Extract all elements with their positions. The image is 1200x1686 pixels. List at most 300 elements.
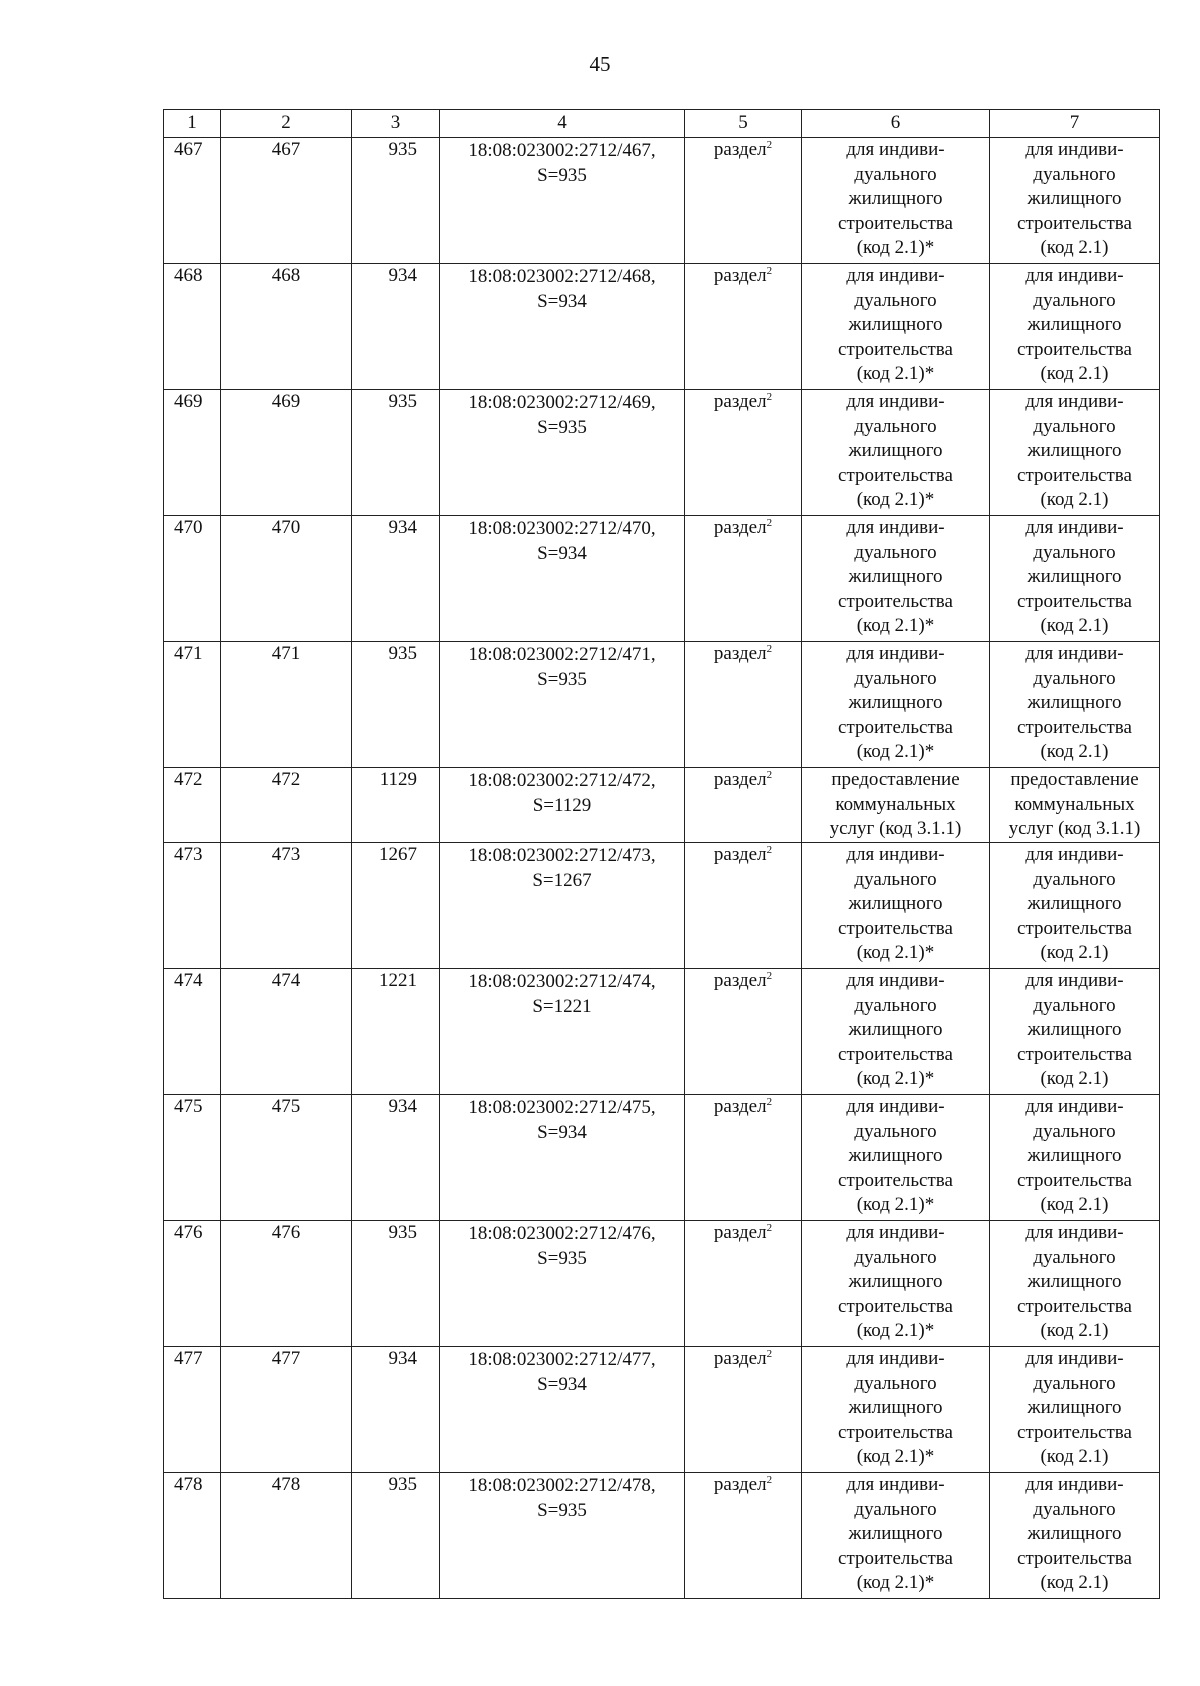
cell-area (352, 1221, 440, 1347)
footnote-marker: 2 (766, 844, 773, 856)
cell-number (164, 1347, 221, 1473)
cell-method (685, 516, 802, 642)
use-line: (код 2.1) (1040, 1572, 1109, 1594)
use-line: (код 2.1)* (856, 1572, 935, 1594)
cell-plot-number (221, 1095, 352, 1221)
use-line: для индиви- (1025, 1096, 1124, 1117)
cell-plot-number (221, 768, 352, 843)
cell-plot-number (221, 1221, 352, 1347)
use-line: жилищного (1027, 1397, 1122, 1419)
use-line: дуального (854, 415, 937, 437)
use-line: (код 2.1)* (856, 1068, 935, 1090)
use-line: для индиви- (846, 643, 945, 664)
cell-number (164, 642, 221, 768)
cell-area (352, 1347, 440, 1473)
cadastral-number: 18:08:023002:2712/474, (468, 971, 656, 992)
use-line: (код 2.1) (1040, 1320, 1109, 1342)
use-line: (код 2.1)* (856, 1446, 935, 1468)
row-number: 475 (174, 1096, 203, 1117)
plot-area: 1221 (379, 970, 417, 991)
row-number: 473 (174, 844, 203, 865)
table-row (164, 969, 1160, 1095)
use-line: строительства (838, 212, 953, 234)
cell-area (352, 768, 440, 843)
use-line: (код 2.1)* (856, 1194, 935, 1216)
use-line: строительства (838, 590, 953, 612)
cell-permitted-use-new (990, 1095, 1160, 1221)
plot-area: 934 (388, 1348, 417, 1369)
use-line: для индиви- (1025, 1222, 1124, 1243)
use-line: дуального (854, 541, 937, 563)
use-line: дуального (1033, 1372, 1116, 1394)
use-line: (код 2.1)* (856, 237, 935, 259)
use-line: для индиви- (846, 844, 945, 865)
use-line: предоставление (831, 769, 960, 790)
use-line: дуального (1033, 1120, 1116, 1142)
use-line: строительства (838, 1421, 953, 1443)
column-header: 1 (164, 110, 221, 138)
cell-permitted-use-new (990, 516, 1160, 642)
use-line: строительства (1017, 338, 1132, 360)
cell-permitted-use-new (990, 768, 1160, 843)
cell-permitted-use-new (990, 1347, 1160, 1473)
use-line: (код 2.1)* (856, 1320, 935, 1342)
column-header: 5 (685, 110, 802, 138)
footnote-marker: 2 (766, 769, 773, 781)
table-header-row (164, 110, 1160, 138)
row-number: 468 (174, 265, 203, 286)
use-line: для индиви- (1025, 391, 1124, 412)
method-label: раздел (713, 1096, 767, 1117)
table-row (164, 1347, 1160, 1473)
table-row (164, 264, 1160, 390)
use-line: дуального (1033, 163, 1116, 185)
cell-method (685, 264, 802, 390)
use-line: строительства (1017, 1421, 1132, 1443)
cell-plot-number (221, 390, 352, 516)
use-line: дуального (1033, 289, 1116, 311)
row-number: 476 (174, 1222, 203, 1243)
use-line: строительства (1017, 1295, 1132, 1317)
cell-permitted-use-current (802, 516, 990, 642)
cadastral-number: 18:08:023002:2712/473, (468, 845, 656, 866)
plot-number: 470 (271, 517, 301, 538)
use-line: для индиви- (846, 1096, 945, 1117)
use-line: (код 2.1)* (856, 615, 935, 637)
method-label: раздел (713, 844, 767, 865)
cell-plot-number (221, 1473, 352, 1599)
plot-number: 471 (271, 643, 301, 664)
use-line: строительства (838, 1169, 953, 1191)
use-line: жилищного (848, 1145, 943, 1167)
use-line: дуального (1033, 994, 1116, 1016)
table-row (164, 390, 1160, 516)
use-line: жилищного (848, 692, 943, 714)
use-line: дуального (854, 1498, 937, 1520)
cadastral-number: 18:08:023002:2712/477, (468, 1349, 656, 1370)
use-line: (код 2.1) (1040, 741, 1109, 763)
use-line: для индиви- (1025, 139, 1124, 160)
plot-number: 476 (271, 1222, 301, 1243)
use-line: для индиви- (1025, 517, 1124, 538)
use-line: жилищного (848, 1397, 943, 1419)
use-line: дуального (854, 1120, 937, 1142)
row-number: 474 (174, 970, 203, 991)
use-line: (код 2.1) (1040, 1068, 1109, 1090)
cell-cadastral (440, 1095, 685, 1221)
use-line: строительства (838, 1043, 953, 1065)
footnote-marker: 2 (766, 1474, 773, 1486)
method-label: раздел (713, 1222, 767, 1243)
use-line: дуального (854, 868, 937, 890)
footnote-marker: 2 (766, 1222, 773, 1234)
use-line: строительства (838, 917, 953, 939)
use-line: жилищного (848, 893, 943, 915)
table-row (164, 642, 1160, 768)
use-line: строительства (1017, 1547, 1132, 1569)
column-header: 3 (352, 110, 440, 138)
use-line: жилищного (1027, 893, 1122, 915)
cell-permitted-use-new (990, 1473, 1160, 1599)
table-row (164, 516, 1160, 642)
use-line: (код 2.1) (1040, 237, 1109, 259)
column-header: 6 (802, 110, 990, 138)
column-header: 2 (221, 110, 352, 138)
use-line: (код 2.1) (1040, 1194, 1109, 1216)
use-line: дуального (854, 994, 937, 1016)
use-line: для индиви- (846, 1474, 945, 1495)
plot-number: 468 (271, 265, 301, 286)
cell-number (164, 1095, 221, 1221)
cell-area (352, 390, 440, 516)
cell-number (164, 768, 221, 843)
use-line: жилищного (848, 566, 943, 588)
cell-number (164, 390, 221, 516)
column-header: 4 (440, 110, 685, 138)
column-header: 7 (990, 110, 1160, 138)
cell-permitted-use-current (802, 1221, 990, 1347)
use-line: жилищного (848, 314, 943, 336)
table-row (164, 1473, 1160, 1599)
plot-number: 478 (271, 1474, 301, 1495)
cell-number (164, 1473, 221, 1599)
use-line: дуального (854, 1246, 937, 1268)
land-plots-table (163, 109, 1160, 1599)
cell-number (164, 1221, 221, 1347)
footnote-marker: 2 (766, 517, 773, 529)
cell-area (352, 264, 440, 390)
cell-permitted-use-current (802, 843, 990, 969)
table-row (164, 1095, 1160, 1221)
cell-cadastral (440, 1221, 685, 1347)
cell-cadastral (440, 390, 685, 516)
use-line: жилищного (1027, 692, 1122, 714)
method-label: раздел (713, 139, 767, 160)
use-line: дуального (1033, 667, 1116, 689)
cell-cadastral (440, 264, 685, 390)
use-line: для индиви- (846, 1222, 945, 1243)
cell-number (164, 969, 221, 1095)
cell-plot-number (221, 969, 352, 1095)
cell-plot-number (221, 516, 352, 642)
cadastral-number: 18:08:023002:2712/469, (468, 392, 656, 413)
use-line: жилищного (1027, 188, 1122, 210)
use-line: для индиви- (846, 517, 945, 538)
use-line: строительства (838, 716, 953, 738)
table-row (164, 843, 1160, 969)
cell-number (164, 843, 221, 969)
plot-number: 472 (271, 769, 301, 790)
cadastral-area: S=1129 (532, 794, 592, 816)
use-line: для индиви- (1025, 1348, 1124, 1369)
use-line: предоставление (1010, 769, 1139, 790)
use-line: жилищного (1027, 566, 1122, 588)
cell-permitted-use-current (802, 1095, 990, 1221)
plot-number: 477 (271, 1348, 301, 1369)
use-line: дуального (1033, 1246, 1116, 1268)
method-label: раздел (713, 1348, 767, 1369)
cell-plot-number (221, 138, 352, 264)
use-line: для индиви- (846, 391, 945, 412)
cell-area (352, 1473, 440, 1599)
footnote-marker: 2 (766, 391, 773, 403)
cell-method (685, 768, 802, 843)
cell-area (352, 138, 440, 264)
cell-permitted-use-current (802, 969, 990, 1095)
cadastral-area: S=934 (537, 542, 587, 564)
footnote-marker: 2 (766, 643, 773, 655)
use-line: (код 2.1)* (856, 363, 935, 385)
method-label: раздел (713, 970, 767, 991)
row-number: 477 (174, 1348, 203, 1369)
use-line: строительства (1017, 212, 1132, 234)
cadastral-area: S=1221 (532, 995, 592, 1017)
footnote-marker: 2 (766, 1348, 773, 1360)
cell-cadastral (440, 516, 685, 642)
cell-cadastral (440, 138, 685, 264)
cell-method (685, 390, 802, 516)
plot-area: 1129 (379, 769, 417, 790)
cadastral-number: 18:08:023002:2712/472, (468, 770, 656, 791)
cell-permitted-use-current (802, 1473, 990, 1599)
cell-number (164, 264, 221, 390)
cell-method (685, 1221, 802, 1347)
use-line: для индиви- (1025, 844, 1124, 865)
use-line: дуального (1033, 415, 1116, 437)
cell-area (352, 843, 440, 969)
cell-permitted-use-new (990, 843, 1160, 969)
cadastral-number: 18:08:023002:2712/467, (468, 140, 656, 161)
use-line: (код 2.1) (1040, 363, 1109, 385)
plot-number: 474 (271, 970, 301, 991)
cell-permitted-use-new (990, 969, 1160, 1095)
use-line: (код 2.1) (1040, 489, 1109, 511)
footnote-marker: 2 (766, 139, 773, 151)
table-row (164, 1221, 1160, 1347)
plot-area: 1267 (379, 844, 417, 865)
use-line: строительства (1017, 590, 1132, 612)
use-line: жилищного (1027, 440, 1122, 462)
use-line: (код 2.1) (1040, 1446, 1109, 1468)
cadastral-number: 18:08:023002:2712/478, (468, 1475, 656, 1496)
use-line: для индиви- (846, 1348, 945, 1369)
cell-permitted-use-current (802, 768, 990, 843)
cell-area (352, 516, 440, 642)
use-line: для индиви- (846, 265, 945, 286)
use-line: дуального (1033, 541, 1116, 563)
use-line: жилищного (848, 440, 943, 462)
cell-permitted-use-current (802, 138, 990, 264)
use-line: дуального (854, 163, 937, 185)
cell-permitted-use-new (990, 1221, 1160, 1347)
use-line: услуг (код 3.1.1) (1008, 818, 1141, 840)
cell-cadastral (440, 1473, 685, 1599)
cadastral-area: S=935 (537, 164, 587, 186)
use-line: для индиви- (1025, 1474, 1124, 1495)
cell-area (352, 642, 440, 768)
cell-permitted-use-new (990, 264, 1160, 390)
use-line: жилищного (848, 1019, 943, 1041)
cell-method (685, 642, 802, 768)
use-line: жилищного (1027, 1145, 1122, 1167)
method-label: раздел (713, 265, 767, 286)
use-line: дуального (854, 1372, 937, 1394)
use-line: жилищного (848, 1271, 943, 1293)
cell-number (164, 516, 221, 642)
use-line: для индиви- (1025, 643, 1124, 664)
cadastral-area: S=934 (537, 1373, 587, 1395)
use-line: дуального (1033, 868, 1116, 890)
footnote-marker: 2 (766, 1096, 773, 1108)
page-number: 45 (589, 52, 611, 76)
plot-area: 934 (388, 517, 417, 538)
use-line: строительства (838, 1295, 953, 1317)
use-line: услуг (код 3.1.1) (829, 818, 962, 840)
use-line: дуального (854, 289, 937, 311)
use-line: жилищного (1027, 1019, 1122, 1041)
cell-method (685, 1095, 802, 1221)
use-line: (код 2.1) (1040, 942, 1109, 964)
cadastral-area: S=935 (537, 416, 587, 438)
cell-number (164, 138, 221, 264)
use-line: дуального (854, 667, 937, 689)
cell-permitted-use-new (990, 138, 1160, 264)
use-line: (код 2.1)* (856, 942, 935, 964)
cell-permitted-use-current (802, 1347, 990, 1473)
use-line: жилищного (1027, 314, 1122, 336)
method-label: раздел (713, 1474, 767, 1495)
cell-permitted-use-current (802, 642, 990, 768)
cell-plot-number (221, 1347, 352, 1473)
cell-cadastral (440, 1347, 685, 1473)
cadastral-area: S=935 (537, 668, 587, 690)
cell-method (685, 138, 802, 264)
cadastral-number: 18:08:023002:2712/471, (468, 644, 656, 665)
cadastral-area: S=935 (537, 1499, 587, 1521)
use-line: для индиви- (1025, 265, 1124, 286)
cadastral-area: S=934 (537, 1121, 587, 1143)
cadastral-number: 18:08:023002:2712/468, (468, 266, 656, 287)
method-label: раздел (713, 643, 767, 664)
use-line: строительства (838, 464, 953, 486)
use-line: для индиви- (1025, 970, 1124, 991)
cell-permitted-use-current (802, 390, 990, 516)
method-label: раздел (713, 769, 767, 790)
use-line: строительства (1017, 1043, 1132, 1065)
cadastral-area: S=934 (537, 290, 587, 312)
use-line: жилищного (1027, 1523, 1122, 1545)
use-line: коммунальных (1014, 793, 1135, 815)
plot-area: 935 (388, 643, 417, 664)
cell-permitted-use-new (990, 642, 1160, 768)
use-line: строительства (1017, 917, 1132, 939)
table-row (164, 138, 1160, 264)
use-line: для индиви- (846, 970, 945, 991)
footnote-marker: 2 (766, 265, 773, 277)
use-line: коммунальных (835, 793, 956, 815)
plot-number: 469 (271, 391, 301, 412)
plot-number: 473 (271, 844, 301, 865)
use-line: дуального (1033, 1498, 1116, 1520)
use-line: строительства (1017, 1169, 1132, 1191)
row-number: 469 (174, 391, 203, 412)
plot-area: 934 (388, 1096, 417, 1117)
cadastral-number: 18:08:023002:2712/476, (468, 1223, 656, 1244)
cell-method (685, 1347, 802, 1473)
plot-area: 935 (388, 1222, 417, 1243)
plot-area: 934 (388, 265, 417, 286)
use-line: жилищного (848, 1523, 943, 1545)
use-line: строительства (838, 1547, 953, 1569)
use-line: жилищного (1027, 1271, 1122, 1293)
use-line: (код 2.1)* (856, 741, 935, 763)
row-number: 471 (174, 643, 203, 664)
plot-area: 935 (388, 391, 417, 412)
use-line: строительства (1017, 464, 1132, 486)
use-line: жилищного (848, 188, 943, 210)
footnote-marker: 2 (766, 970, 773, 982)
method-label: раздел (713, 391, 767, 412)
row-number: 472 (174, 769, 203, 790)
cell-plot-number (221, 843, 352, 969)
use-line: строительства (1017, 716, 1132, 738)
use-line: для индиви- (846, 139, 945, 160)
cell-cadastral (440, 969, 685, 1095)
row-number: 478 (174, 1474, 203, 1495)
cell-plot-number (221, 264, 352, 390)
cell-cadastral (440, 642, 685, 768)
use-line: (код 2.1)* (856, 489, 935, 511)
table-row (164, 768, 1160, 843)
use-line: (код 2.1) (1040, 615, 1109, 637)
cadastral-area: S=1267 (532, 869, 592, 891)
cell-method (685, 1473, 802, 1599)
row-number: 467 (174, 139, 203, 160)
cadastral-number: 18:08:023002:2712/470, (468, 518, 656, 539)
cell-method (685, 843, 802, 969)
cell-area (352, 1095, 440, 1221)
cell-permitted-use-current (802, 264, 990, 390)
plot-number: 467 (271, 139, 301, 160)
cell-permitted-use-new (990, 390, 1160, 516)
row-number: 470 (174, 517, 203, 538)
method-label: раздел (713, 517, 767, 538)
cell-cadastral (440, 768, 685, 843)
cell-plot-number (221, 642, 352, 768)
cadastral-number: 18:08:023002:2712/475, (468, 1097, 656, 1118)
plot-area: 935 (388, 1474, 417, 1495)
cell-method (685, 969, 802, 1095)
